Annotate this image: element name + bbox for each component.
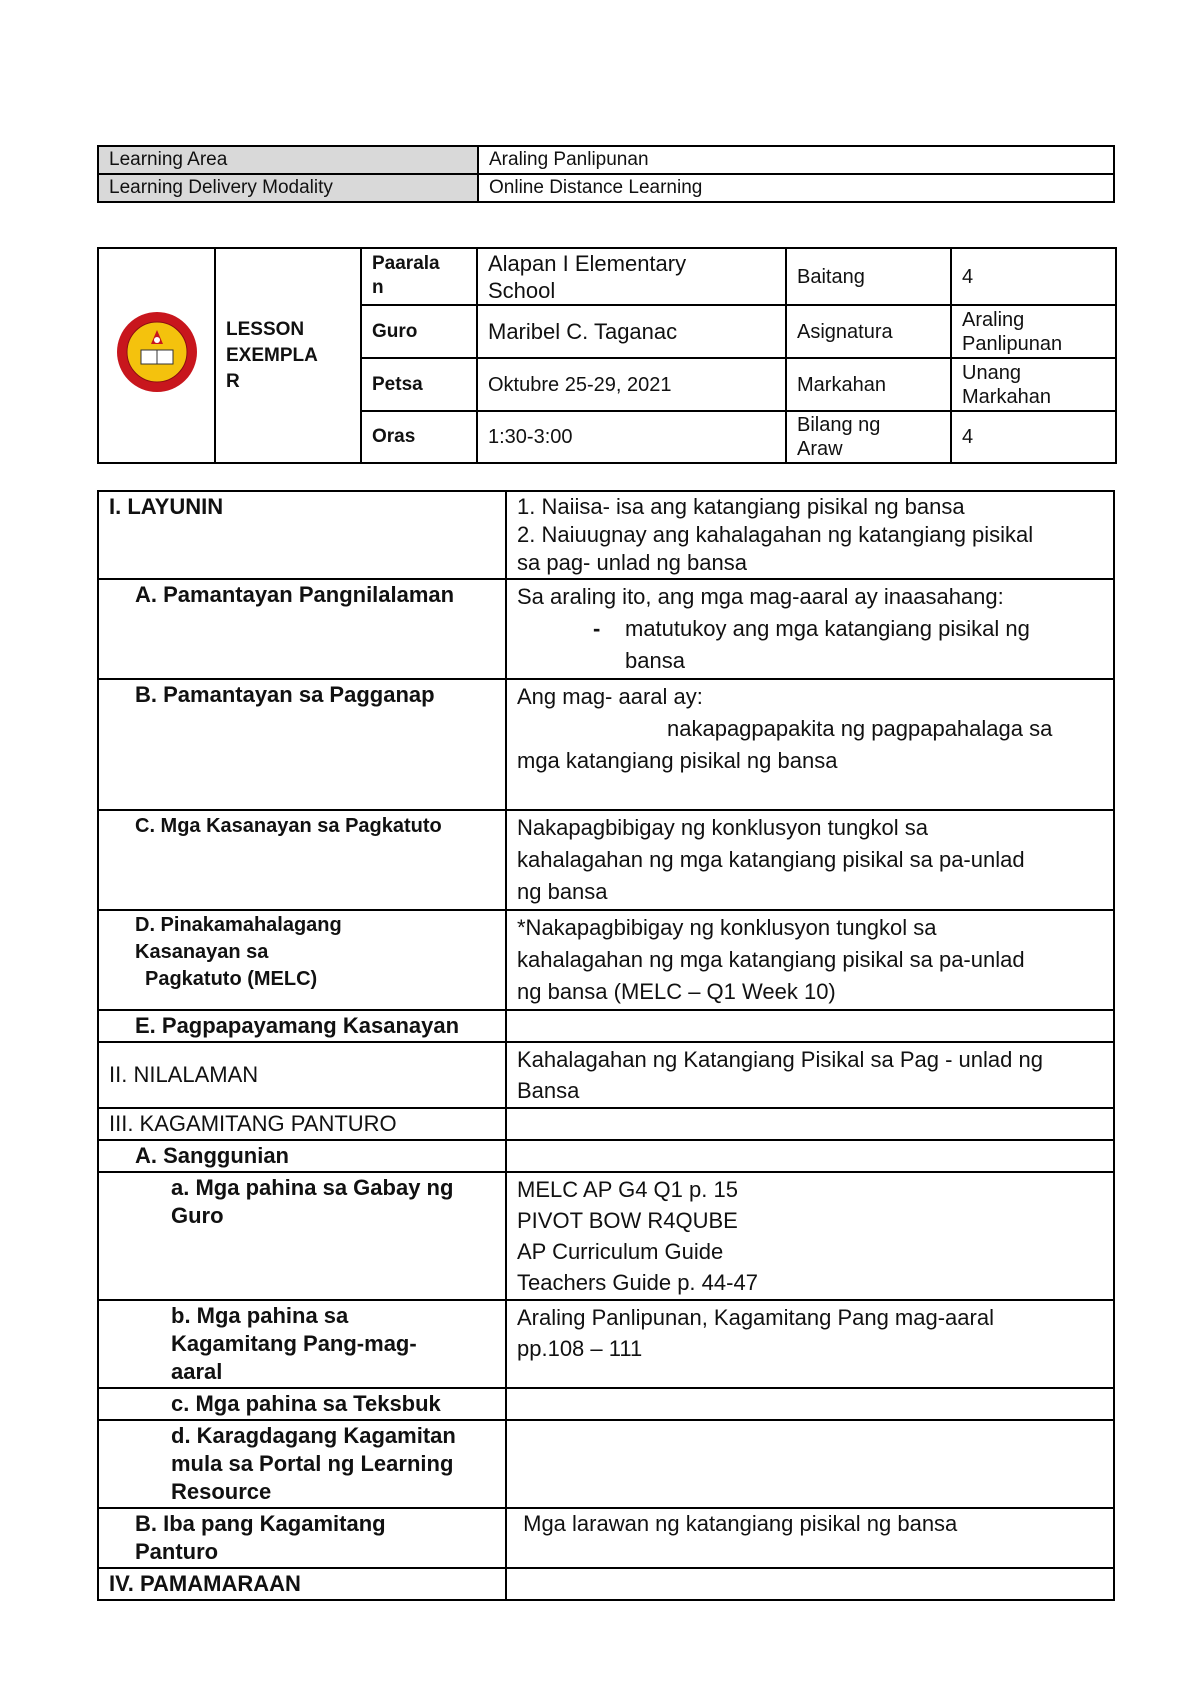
kagamitang-mag-aaral-label: [98, 1300, 506, 1388]
paaralan-label: [361, 248, 477, 305]
asignatura-label: Asignatura: [786, 305, 951, 358]
kagamitang-panturo-label: III. KAGAMITANG PANTURO: [98, 1108, 506, 1140]
text-line: AP Curriculum Guide: [517, 1239, 724, 1264]
logo-cell: [98, 248, 215, 463]
pamamaraan-label: IV. PAMAMARAAN: [98, 1568, 506, 1600]
bilang-label: [786, 411, 951, 463]
label-line: aaral: [171, 1359, 223, 1384]
kasanayan-value: [506, 810, 1114, 910]
table-row: [98, 1568, 1114, 1600]
delivery-modality-label: Learning Delivery Modality: [98, 174, 478, 202]
empty-cell: [506, 1568, 1114, 1600]
text-line: matutukoy ang mga katangiang pisikal ng: [625, 616, 1030, 641]
text-line: Nakapagbibigay ng konklusyon tungkol sa: [517, 815, 928, 840]
text-line: kahalagahan ng mga katangiang pisikal sa pa-unlad: [517, 847, 1025, 872]
lesson-exemplar-title: [215, 248, 361, 463]
text-line: Sa araling ito, ang mga mag-aaral ay inaasahang:: [517, 584, 1004, 609]
learning-area-value: Araling Panlipunan: [478, 146, 1114, 174]
oras-label: Oras: [361, 411, 477, 463]
label-line: Araw: [797, 438, 843, 460]
nilalaman-label: II. NILALAMAN: [98, 1042, 506, 1108]
bullet-item: [517, 613, 1103, 645]
nilalaman-value: [506, 1042, 1114, 1108]
label-line: B. Iba pang Kagamitang: [135, 1511, 386, 1536]
title-line: LESSON: [226, 318, 305, 340]
text-line: Kahalagahan ng Katangiang Pisikal sa Pag - unlad ng: [517, 1047, 1043, 1072]
layunin-label: I. LAYUNIN: [98, 491, 506, 579]
label-line: D. Pinakamahalagang: [135, 914, 342, 936]
baitang-label: Baitang: [786, 248, 951, 305]
sanggunian-label: A. Sanggunian: [98, 1140, 506, 1172]
empty-cell: [506, 1420, 1114, 1508]
text-line: PIVOT BOW R4QUBE: [517, 1208, 738, 1233]
pamantayan-pangnilalaman-label: A. Pamantayan Pangnilalaman: [98, 579, 506, 679]
table-row: [98, 810, 1114, 910]
iba-pang-kagamitan-value: Mga larawan ng katangiang pisikal ng bansa: [506, 1508, 1114, 1568]
table-row: [98, 1172, 1114, 1300]
table-row: [98, 1140, 1114, 1172]
title-line: R: [226, 370, 240, 392]
table-row: [98, 1420, 1114, 1508]
table-row: [98, 491, 1114, 579]
table-row: [98, 1010, 1114, 1042]
table-row: [98, 248, 1116, 305]
value-line: School: [488, 278, 556, 303]
value-line: Markahan: [962, 385, 1051, 408]
lesson-plan-table: [97, 490, 1115, 1601]
gabay-guro-label: [98, 1172, 506, 1300]
label-line: Pagkatuto (MELC): [145, 968, 318, 990]
pagpapayamang-kasanayan-label: E. Pagpapayamang Kasanayan: [98, 1010, 506, 1042]
text-line: ng bansa (MELC – Q1 Week 10): [517, 979, 836, 1004]
text-line: MELC AP G4 Q1 p. 15: [517, 1177, 738, 1202]
school-seal-icon: [115, 310, 199, 394]
guro-value: Maribel C. Taganac: [477, 305, 786, 358]
label-line: Bilang ng: [797, 414, 881, 436]
text-line: 2. Naiuugnay ang kahalagahan ng katangiang pisikal: [517, 522, 1034, 547]
text-line: nakapagpapakita ng pagpapahalaga sa: [667, 716, 1053, 741]
bilang-value: 4: [951, 411, 1116, 463]
petsa-value: Oktubre 25-29, 2021: [477, 358, 786, 411]
iba-pang-kagamitan-label: [98, 1508, 506, 1568]
value-line: Alapan I Elementary: [488, 251, 687, 276]
table-row: [98, 1388, 1114, 1420]
value-line: Unang: [962, 361, 1021, 384]
markahan-label: Markahan: [786, 358, 951, 411]
karagdagang-kagamitan-label: [98, 1420, 506, 1508]
table-row: [98, 910, 1114, 1010]
melc-value: [506, 910, 1114, 1010]
text-line: *Nakapagbibigay ng konklusyon tungkol sa: [517, 915, 937, 940]
label-line: mula sa Portal ng Learning: [171, 1451, 454, 1476]
teksbuk-label: c. Mga pahina sa Teksbuk: [98, 1388, 506, 1420]
empty-cell: [506, 1108, 1114, 1140]
empty-cell: [506, 1140, 1114, 1172]
oras-value: 1:30-3:00: [477, 411, 786, 463]
table-row: [98, 1300, 1114, 1388]
text-line: mga katangiang pisikal ng bansa: [517, 748, 838, 773]
text-line: Ang mag- aaral ay:: [517, 684, 703, 709]
layunin-value: [506, 491, 1114, 579]
label-line: a. Mga pahina sa Gabay ng: [171, 1175, 454, 1200]
label-line: Kagamitang Pang-mag-: [171, 1331, 417, 1356]
table-row: [98, 1108, 1114, 1140]
text-line: sa pag- unlad ng bansa: [517, 550, 747, 575]
text-line: ng bansa: [517, 879, 608, 904]
markahan-value: [951, 358, 1116, 411]
gabay-guro-value: [506, 1172, 1114, 1300]
table-row: [98, 146, 1114, 174]
pagpapayamang-kasanayan-value: [506, 1010, 1114, 1042]
title-line: EXEMPLA: [226, 344, 318, 366]
text-line: pp.108 – 111: [517, 1336, 643, 1361]
melc-label: [98, 910, 506, 1010]
paaralan-value: [477, 248, 786, 305]
label-line: Kasanayan sa: [135, 941, 269, 963]
asignatura-value: [951, 305, 1116, 358]
label-line: Resource: [171, 1479, 272, 1504]
label-line: b. Mga pahina sa: [171, 1303, 349, 1328]
value-line: Panlipunan: [962, 332, 1063, 355]
label-line: Paarala: [372, 253, 440, 274]
header-table: [97, 145, 1115, 203]
table-row: [98, 174, 1114, 202]
label-line: Panturo: [135, 1539, 219, 1564]
text-line: Teachers Guide p. 44-47: [517, 1270, 758, 1295]
table-row: [98, 679, 1114, 810]
table-row: [98, 579, 1114, 679]
value-line: Araling: [962, 308, 1025, 331]
delivery-modality-value: Online Distance Learning: [478, 174, 1114, 202]
kagamitang-mag-aaral-value: [506, 1300, 1114, 1388]
text-line: kahalagahan ng mga katangiang pisikal sa pa-unlad: [517, 947, 1025, 972]
pamantayan-pagganap-label: B. Pamantayan sa Pagganap: [98, 679, 506, 810]
kasanayan-label: C. Mga Kasanayan sa Pagkatuto: [98, 810, 506, 910]
baitang-value: 4: [951, 248, 1116, 305]
pamantayan-pangnilalaman-value: [506, 579, 1114, 679]
text-line: 1. Naiisa- isa ang katangiang pisikal ng bansa: [517, 494, 965, 519]
lesson-info-table: [97, 247, 1117, 464]
guro-label: Guro: [361, 305, 477, 358]
label-line: n: [372, 277, 384, 298]
table-row: [98, 1042, 1114, 1108]
petsa-label: Petsa: [361, 358, 477, 411]
bullet-item-continued: [517, 645, 1103, 677]
label-line: d. Karagdagang Kagamitan: [171, 1423, 456, 1448]
pamantayan-pagganap-value: [506, 679, 1114, 810]
table-row: [98, 1508, 1114, 1568]
label-line: Guro: [171, 1203, 224, 1228]
dash-bullet: -: [593, 616, 601, 641]
text-line: bansa: [625, 648, 685, 673]
empty-cell: [506, 1388, 1114, 1420]
text-line: Bansa: [517, 1078, 580, 1103]
learning-area-label: Learning Area: [98, 146, 478, 174]
text-line: Araling Panlipunan, Kagamitang Pang mag-aaral: [517, 1305, 994, 1330]
